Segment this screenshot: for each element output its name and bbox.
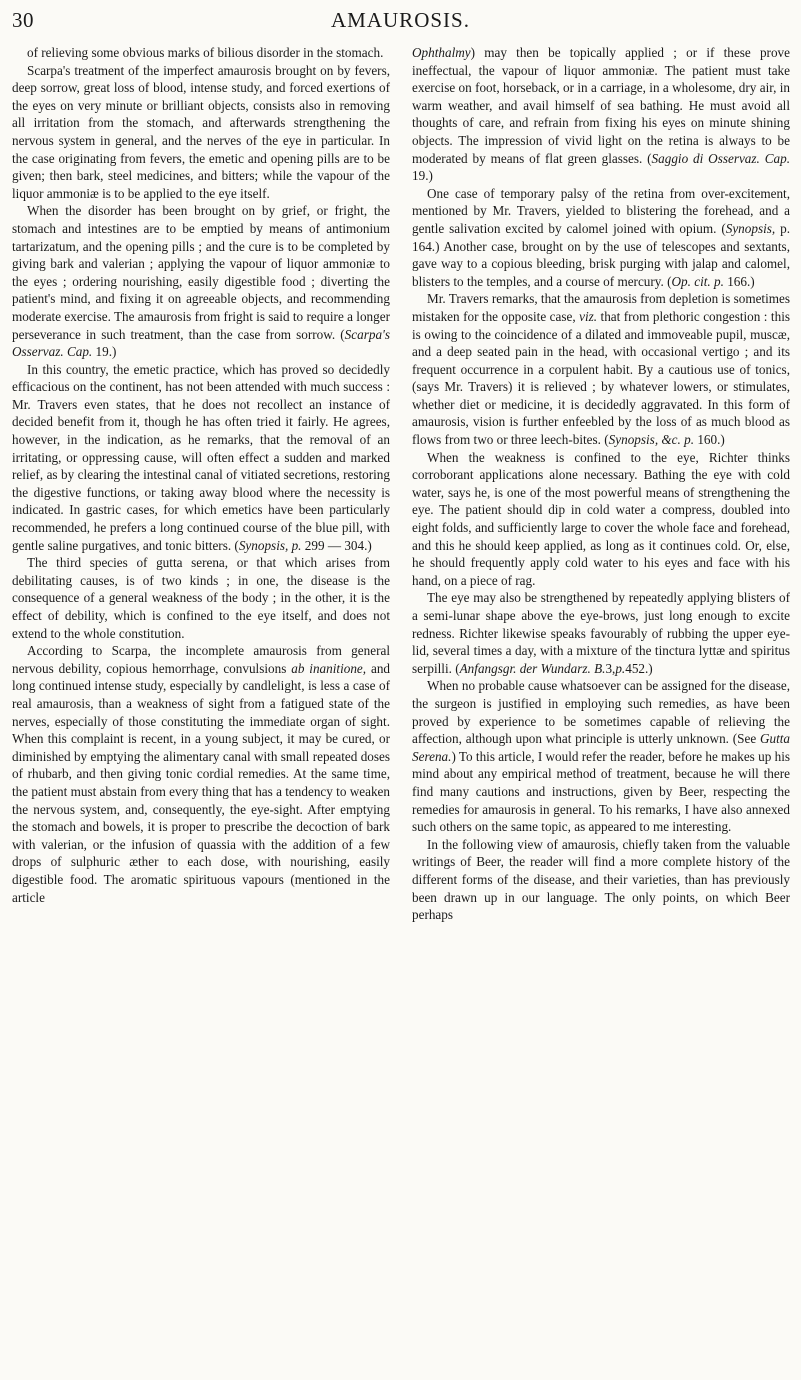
text-run: When the weakness is confined to the eye, Richter thinks corroborant applications alone necessary. Bathing the eye with cold water, says he, is one of the most powerful means of strengthening the eye. The patient should dip in cold water a compress, doubled into eight folds, and sufficiently large to cover the whole face and forehead, and this he should keep applied, as long as it continues cold. Or, else, he should frequently apply cold water to his eyes and face with his hand, on a piece of rag.: [412, 449, 790, 588]
paragraph: [12, 202, 390, 360]
text-run: Mr. Travers remarks, that the amaurosis from depletion is sometimes mistaken for the opposite case,: [412, 291, 790, 324]
text-run: Scarpa's treatment of the imperfect amaurosis brought on by fevers, deep sorrow, great loss of blood, intense study, and forced exertions of the eyes on very minute or brilliant objects, consists also in removing all irritation from the stomach, and afterwards strengthening the nervous system in general, and the nerves of the eye in particular. In the case originating from fevers, the emetic and opening pills are to be given; then bark, steel medicines, and bitters; while the vapour of the liquor ammoniæ is to be applied to the eye itself.: [12, 62, 390, 201]
paragraph: [412, 290, 790, 448]
text-run: When the disorder has been brought on by grief, or fright, the stomach and intestines are to be emptied by means of antimonium tartarizatum, and the opening pills ; and the cure is to be completed by giving bark and valerian ; applying the vapour of liquor ammoniæ to the eyes ; ordering nourishing, easily digestible food ; diverting the patient's mind, and fixing it on agreeable objects, and recommending moderate exercise. The amaurosis from fright is said to require a longer perseverance in such treatment, than the case from sorrow. (: [12, 203, 390, 342]
text-columns: [12, 44, 790, 1370]
text-run: The third species of gutta serena, or that which arises from debilitating causes, is of two kinds ; in one, the disease is the consequence of a general weakness of the body ; in the other, it is the effect of debility, which is confined to the eye itself, and does not extend to the whole constitution.: [12, 555, 390, 641]
text-run: 19.): [412, 168, 433, 184]
paragraph: [412, 449, 790, 590]
text-run: 3,: [605, 660, 616, 676]
text-run: of relieving some obvious marks of bilious disorder in the stomach.: [27, 45, 384, 60]
paragraph: [12, 44, 390, 62]
italic-text: viz.: [579, 308, 598, 324]
text-run: and long continued intense study, especially by candlelight, is less a case of real amaurosis, than a weakness of sight from a fatigued state of the nerves, especially of those constituting the immediate organ of sight. When this complaint is recent, in a young subject, it may be cured, or diminished by emptying the alimentary canal with small repeated doses of rhubarb, and then giving tonic cordial remedies. At the same time, the patient must abstain from every thing that has a tendency to weaken the nervous system, and, consequently, the eye-sight. After emptying the stomach and bowels, it is proper to prescribe the decoction of bark with valerian, or the infusion of quassia with the addition of a few drops of sulphuric æther to each dose, with nourishing, easily digestible food. The aromatic spirituous vapours (mentioned in the article: [12, 660, 391, 905]
text-run: According to Scarpa, the incomplete amaurosis from general nervous debility, copious hemorrhage, convulsions: [12, 643, 390, 676]
page-header: [8, 8, 793, 36]
italic-text: Op. cit. p.: [671, 273, 724, 289]
text-run: 299 — 304.): [301, 537, 372, 553]
paragraph: [412, 836, 790, 924]
text-run: The eye may also be strengthened by repeatedly applying blisters of a semi-lunar shape above the eye-brows, just long enough to excite redness. Richter likewise speaks favourably of rubbing the upper eye-lid, several times a day, with a mixture of the tinctura lyttæ and spiritus serpilli. (: [412, 590, 790, 676]
right-column: [412, 44, 790, 1370]
paragraph: [412, 185, 790, 291]
italic-text: Synopsis, &c. p.: [608, 432, 695, 448]
italic-text: Anfangsgr. der Wundarz. B.: [459, 660, 606, 676]
paragraph: [12, 361, 390, 555]
left-column: [12, 44, 390, 1370]
text-run: ) To this article, I would refer the reader, before he makes up his mind about any empirical method of treatment, because he will there find many cautions and instructions, given by Beer, respecting the remedies for amaurosis in general. To his remarks, I have also annexed such others on the same topic, as appeared to me interesting.: [412, 748, 790, 835]
text-run: 166.): [723, 273, 755, 289]
running-title: AMAUROSIS.: [331, 8, 470, 32]
paragraph: [12, 554, 390, 642]
italic-text: ab inanitione,: [291, 660, 367, 676]
paragraph: [412, 677, 790, 835]
text-run: ) may then be topically applied ; or if these prove ineffectual, the vapour of liquor ammoniæ. The patient must take exercise on foot, horseback, or in a carriage, in a wholesome, dry air, in warm weather, and avail himself of sea bathing. He must avoid all thoughts of care, and refrain from fixing his eyes on minute shining objects. The impression of vivid light on the retina is always to be moderated by means of flat green glasses. (: [412, 45, 790, 166]
paragraph: [12, 62, 390, 203]
text-run: that from plethoric congestion : this is owing to the coincidence of a dilated and immoveable pupil, muscæ, and a deep seated pain in the head, with occasional vertigo ; and its frequent occurrence in a corpulent habit. By a cautious use of tonics, (says Mr. Travers) it is relieved ; by whatever lowers, or stimulates, whether diet or medicine, it is decidedly aggravated. In this form of amaurosis, vision is further enfeebled by the loss of as much blood as flows from two or three leech-bites. (: [412, 308, 790, 448]
italic-text: Synopsis,: [725, 220, 776, 236]
text-run: In the following view of amaurosis, chiefly taken from the valuable writings of Beer, the reader will find a more complete history of the different forms of the disease, and their varieties, than has previously been drawn up in our language. The only points, on which Beer perhaps: [412, 836, 790, 923]
text-run: One case of temporary palsy of the retina from over-excitement, mentioned by Mr. Travers, yielded to blistering the forehead, and a gentle salivation excited by calomel joined with opium. (: [412, 185, 790, 236]
text-run: p. 164.) Another case, brought on by the use of telescopes and sextants, gave way to a copious bleeding, brisk purging with jalap and calomel, blisters to the temples, and a course of mercury. (: [412, 220, 790, 289]
italic-text: p.: [615, 660, 626, 676]
italic-text: Synopsis, p.: [238, 537, 302, 553]
text-run: 19.): [92, 344, 117, 360]
text-run: 452.): [625, 660, 653, 676]
text-run: 160.): [694, 432, 725, 448]
italic-text: Gutta Serena.: [412, 731, 790, 764]
italic-text: Scarpa's Osservaz. Cap.: [12, 326, 390, 360]
paragraph: [12, 642, 390, 906]
page-number: 30: [12, 8, 34, 32]
paragraph: [412, 589, 790, 677]
text-run: When no probable cause whatsoever can be assigned for the disease, the surgeon is justified in employing such remedies, as have been proved by experience to be sometimes capable of relieving the affection, although upon what principle is utterly unknown. (See: [412, 678, 790, 747]
paragraph: [412, 44, 790, 185]
text-run: In this country, the emetic practice, which has proved so decidedly efficacious on the continent, has not been attended with much success : Mr. Travers even states, that he does not recollect an instance of decided benefit from it, though he has often tried it fairly. He agrees, however, in the indication, as he remarks, that the removal of an irritating, or oppressing cause, will often effect a sudden and marked relief, as by clearing the intestinal canal of vitiated secretions, restoring the digestive functions, or taking away blood where the necessity is indicated. In gastric cases, for which emetics have been particularly recommended, he prefers a long continued course of the blue pill, with gentle saline purgatives, and tonic bitters. (: [12, 361, 390, 553]
italic-text: Ophthalmy: [412, 45, 471, 60]
italic-text: Saggio di Osservaz. Cap.: [651, 150, 790, 166]
